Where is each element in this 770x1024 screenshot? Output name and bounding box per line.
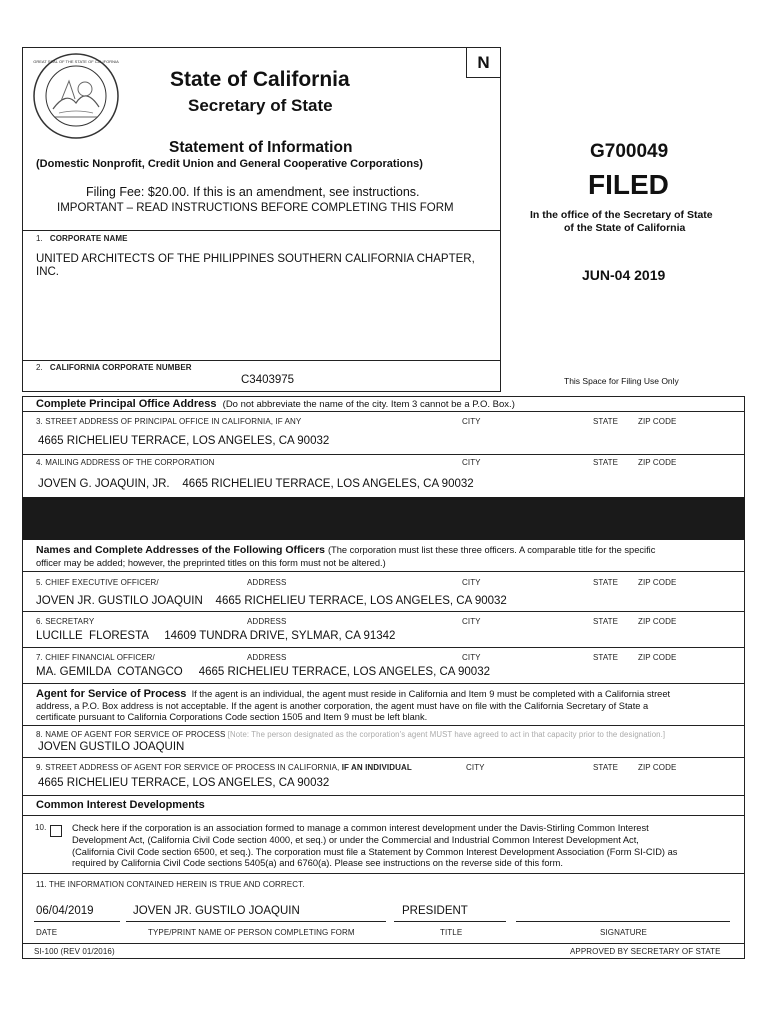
label-text: CORPORATE NAME <box>49 234 128 243</box>
form-title: Statement of Information <box>169 139 353 156</box>
filing-office-line2: of the State of California <box>564 222 686 234</box>
corporate-name-value-2[interactable]: INC. <box>36 266 59 278</box>
name-underline <box>126 921 386 922</box>
secretary-title: Secretary of State <box>188 96 333 115</box>
mailing-state-label: STATE <box>593 458 619 467</box>
signature-underline <box>516 921 730 922</box>
street-address-label: 3. STREET ADDRESS OF PRINCIPAL OFFICE IN CALIFORNIA, IF ANY <box>36 417 302 426</box>
heading-note: (Do not abbreviate the name of the city. Item 3 cannot be a P.O. Box.) <box>222 399 515 410</box>
divider <box>22 873 745 874</box>
seal-caption: GREAT SEAL OF THE STATE OF CALIFORNIA <box>33 59 119 64</box>
principal-office-heading <box>36 398 515 410</box>
agent-zip-label: ZIP CODE <box>638 763 677 772</box>
mailing-address-label: 4. MAILING ADDRESS OF THE CORPORATION <box>36 458 215 467</box>
redaction-bar <box>22 497 745 540</box>
state-title: State of California <box>170 68 350 91</box>
filing-space-note: This Space for Filing Use Only <box>564 376 679 386</box>
secretary-address-label: ADDRESS <box>247 617 287 626</box>
divider <box>22 757 745 758</box>
cfo-state-label: STATE <box>593 653 619 662</box>
n-box <box>466 47 501 78</box>
filing-office-line1: In the office of the Secretary of State <box>530 209 713 221</box>
agent-text-3: certificate pursuant to California Corporations Code section 1505 and Item 9 must be left blank. <box>36 712 428 722</box>
cid-text-3: (California Civil Code section 6500, et seq.). The corporation must file a Statement by Common Interest Development Association (Form SI-CID) as <box>72 847 678 857</box>
agent-street-label <box>36 763 412 772</box>
secretary-value[interactable]: LUCILLE FLORESTA 14609 TUNDRA DRIVE, SYLMAR, CA 91342 <box>36 630 396 642</box>
ceo-state-label: STATE <box>593 578 619 587</box>
cert-title-label: TITLE <box>440 928 463 937</box>
corporate-number-value[interactable]: C3403975 <box>241 374 295 386</box>
heading-text: Agent for Service of Process <box>36 688 187 700</box>
agent-heading <box>36 688 670 700</box>
ceo-label: 5. CHIEF EXECUTIVE OFFICER/ <box>36 578 159 587</box>
ceo-zip-label: ZIP CODE <box>638 578 677 587</box>
secretary-city-label: CITY <box>462 617 481 626</box>
cert-name-label: TYPE/PRINT NAME OF PERSON COMPLETING FORM <box>148 928 355 937</box>
cfo-label: 7. CHIEF FINANCIAL OFFICER/ <box>36 653 155 662</box>
cid-checkbox[interactable] <box>50 825 62 837</box>
secretary-zip-label: ZIP CODE <box>638 617 677 626</box>
officers-heading-note-2: officer may be added; however, the preprinted titles on this form must not be altered.) <box>36 558 386 568</box>
heading-text: Complete Principal Office Address <box>36 398 217 410</box>
divider <box>22 683 745 684</box>
mailing-zip-label: ZIP CODE <box>638 458 677 467</box>
form-subtitle: (Domestic Nonprofit, Credit Union and General Cooperative Corporations) <box>36 158 423 170</box>
agent-street-value[interactable]: 4665 RICHELIEU TERRACE, LOS ANGELES, CA 90032 <box>38 777 330 789</box>
heading-note: (The corporation must list these three officers. A comparable title for the specific <box>327 545 656 555</box>
divider <box>22 815 745 816</box>
divider <box>22 411 745 412</box>
filing-fee: Filing Fee: $20.00. If this is an amendment, see instructions. <box>86 185 420 199</box>
cfo-value[interactable]: MA. GEMILDA COTANGCO 4665 RICHELIEU TERRACE, LOS ANGELES, CA 90032 <box>36 666 490 678</box>
divider <box>22 943 745 944</box>
cert-date-label: DATE <box>36 928 58 937</box>
corporate-number-label <box>36 363 192 372</box>
state-seal <box>31 51 121 141</box>
ceo-city-label: CITY <box>462 578 481 587</box>
cert-title-value[interactable]: PRESIDENT <box>402 905 468 917</box>
filed-stamp: FILED <box>588 169 669 200</box>
divider <box>22 795 745 796</box>
filing-date: JUN-04 2019 <box>582 267 666 283</box>
officers-heading <box>36 544 655 556</box>
agent-name-value[interactable]: JOVEN GUSTILO JOAQUIN <box>38 741 185 753</box>
mailing-city-label: CITY <box>462 458 481 467</box>
street-city-label: CITY <box>462 417 481 426</box>
agent-state-label: STATE <box>593 763 619 772</box>
cid-text-4: required by California Civil Code sections 5405(a) and 6760(a). Please see instructions on the reverse side of this form. <box>72 858 563 868</box>
cfo-city-label: CITY <box>462 653 481 662</box>
street-address-value[interactable]: 4665 RICHELIEU TERRACE, LOS ANGELES, CA 90032 <box>38 435 330 447</box>
cid-text-1: Check here if the corporation is an association formed to manage a common interest development under the Davis-Stirling Common Interest <box>72 823 649 833</box>
approved-by: APPROVED BY SECRETARY OF STATE <box>570 947 721 956</box>
date-underline <box>34 921 120 922</box>
divider <box>22 725 745 726</box>
heading-text: Names and Complete Addresses of the Following Officers <box>36 544 326 556</box>
agent-text-2: address, a P.O. Box address is not acceptable. If the agent is another corporation, the agent must have on file with the California Secretary of State a <box>36 701 649 711</box>
cert-signature-label: SIGNATURE <box>600 928 647 937</box>
cid-text-2: Development Act, (California Civil Code section 4000, et seq.) or under the Commercial and Industrial Common Interest Development Act, <box>72 835 639 845</box>
mailing-address-value[interactable]: JOVEN G. JOAQUIN, JR. 4665 RICHELIEU TERRACE, LOS ANGELES, CA 90032 <box>38 478 474 490</box>
divider <box>22 454 745 455</box>
filing-number: G700049 <box>590 141 669 162</box>
secretary-state-label: STATE <box>593 617 619 626</box>
divider <box>22 611 745 612</box>
n-box-letter: N <box>477 52 490 72</box>
cfo-zip-label: ZIP CODE <box>638 653 677 662</box>
street-state-label: STATE <box>593 417 619 426</box>
divider <box>22 360 501 361</box>
cfo-address-label: ADDRESS <box>247 653 287 662</box>
agent-city-label: CITY <box>466 763 485 772</box>
cid-number: 10. <box>35 823 47 832</box>
divider <box>22 571 745 572</box>
label-number: 2. <box>36 363 43 372</box>
label-text: CALIFORNIA CORPORATE NUMBER <box>49 363 192 372</box>
ceo-value[interactable]: JOVEN JR. GUSTILO JOAQUIN 4665 RICHELIEU TERRACE, LOS ANGELES, CA 90032 <box>36 595 507 607</box>
secretary-label: 6. SECRETARY <box>36 617 95 626</box>
cert-name-value[interactable]: JOVEN JR. GUSTILO JOAQUIN <box>133 905 300 917</box>
title-underline <box>394 921 506 922</box>
street-zip-label: ZIP CODE <box>638 417 677 426</box>
cid-heading: Common Interest Developments <box>36 799 205 811</box>
label-emphasis: IF AN INDIVIDUAL <box>341 763 412 772</box>
divider <box>22 647 745 648</box>
label-note: [Note: The person designated as the corporation's agent MUST have agreed to act in that capacity prior to the designation.] <box>227 730 666 739</box>
corporate-name-label <box>36 234 128 243</box>
label-number: 1. <box>36 234 43 243</box>
corporate-name-value-1[interactable]: UNITED ARCHITECTS OF THE PHILIPPINES SOUTHERN CALIFORNIA CHAPTER, <box>36 253 475 265</box>
label-text: 9. STREET ADDRESS OF AGENT FOR SERVICE OF PROCESS IN CALIFORNIA, <box>36 763 340 772</box>
important-note: IMPORTANT – READ INSTRUCTIONS BEFORE COMPLETING THIS FORM <box>57 202 454 214</box>
agent-name-label <box>36 730 665 739</box>
certification-label: 11. THE INFORMATION CONTAINED HEREIN IS TRUE AND CORRECT. <box>36 880 305 889</box>
ceo-address-label: ADDRESS <box>247 578 287 587</box>
heading-note: If the agent is an individual, the agent must reside in California and Item 9 must be completed with a California street <box>191 689 671 699</box>
form-revision: SI-100 (REV 01/2016) <box>34 947 115 956</box>
label-text: 8. NAME OF AGENT FOR SERVICE OF PROCESS <box>36 730 226 739</box>
cert-date-value[interactable]: 06/04/2019 <box>36 905 94 917</box>
